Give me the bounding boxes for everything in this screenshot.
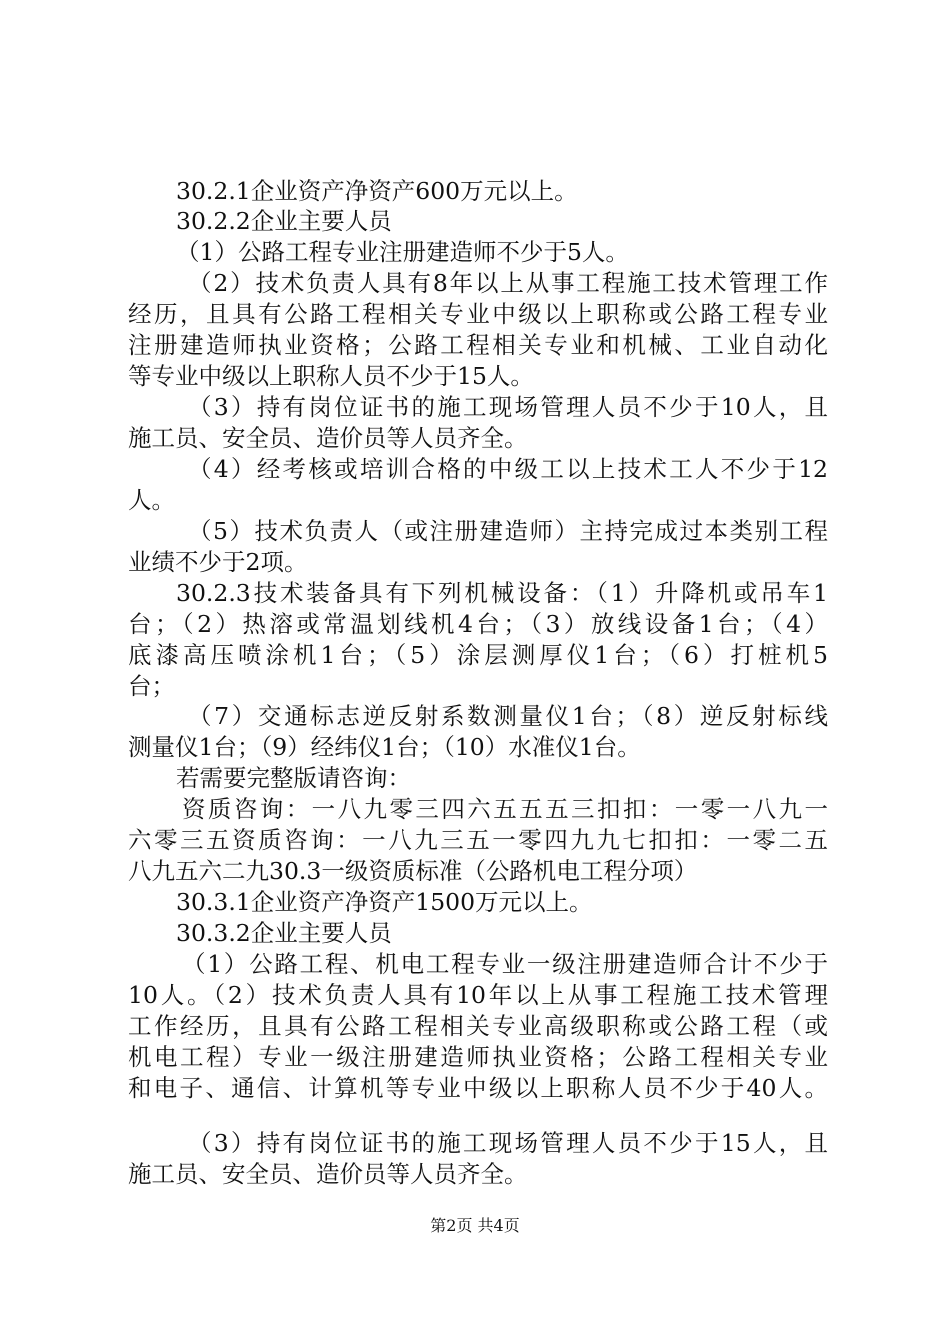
text-line: 业绩不少于2项。 xyxy=(128,548,308,576)
text-line: 等专业中级以上职称人员不少于15人。 xyxy=(128,362,534,390)
text-line: 30.3.2企业主要人员 xyxy=(176,919,392,947)
text-line: （1）公路工程、机电工程专业一级注册建造师合计不少于 xyxy=(182,950,828,978)
text-line: 台； xyxy=(128,672,175,700)
text-line: 经历，且具有公路工程相关专业中级以上职称或公路工程专业 xyxy=(128,300,828,328)
text-line: 施工员、安全员、造价员等人员齐全。 xyxy=(128,424,528,452)
text-line: 机电工程）专业一级注册建造师执业资格；公路工程相关专业 xyxy=(128,1043,828,1071)
text-line: （3）持有岗位证书的施工现场管理人员不少于10人，且 xyxy=(188,393,828,421)
text-line: （1）公路工程专业注册建造师不少于5人。 xyxy=(176,238,629,266)
page-number-footer: 第2页 共4页 xyxy=(430,1216,520,1235)
text-line: （7）交通标志逆反射系数测量仪1台；（8）逆反射标线 xyxy=(188,702,828,730)
text-line: 10人。（2）技术负责人具有10年以上从事工程施工技术管理 xyxy=(128,981,828,1009)
text-line: 30.2.2企业主要人员 xyxy=(176,207,392,235)
text-line: （3）持有岗位证书的施工现场管理人员不少于15人，且 xyxy=(188,1129,828,1157)
text-line: 注册建造师执业资格；公路工程相关专业和机械、工业自动化 xyxy=(128,331,828,359)
text-line: 若需要完整版请咨询： xyxy=(176,764,411,792)
text-line: 人。 xyxy=(128,486,175,514)
text-line: 30.2.1企业资产净资产600万元以上。 xyxy=(176,177,578,205)
text-line: 施工员、安全员、造价员等人员齐全。 xyxy=(128,1160,528,1188)
text-line: 测量仪1台；（9）经纬仪1台；（10）水准仪1台。 xyxy=(128,733,641,761)
text-line: （2）技术负责人具有8年以上从事工程施工技术管理工作 xyxy=(188,269,828,297)
text-line: （5）技术负责人（或注册建造师）主持完成过本类别工程 xyxy=(188,517,828,545)
text-line: 台；（2）热溶或常温划线机4台；（3）放线设备1台；（4） xyxy=(128,610,828,638)
text-line: 底漆高压喷涂机1台；（5）涂层测厚仪1台；（6）打桩机5 xyxy=(128,641,828,669)
text-line: （4）经考核或培训合格的中级工以上技术工人不少于12 xyxy=(188,455,828,483)
text-line: 和电子、通信、计算机等专业中级以上职称人员不少于40人。 xyxy=(128,1074,828,1102)
text-line: 30.2.3技术装备具有下列机械设备：（1）升降机或吊车1 xyxy=(176,579,828,607)
text-line: 30.3.1企业资产净资产1500万元以上。 xyxy=(176,888,593,916)
text-line: 资质咨询：一八九零三四六五五五三扣扣：一零一八九一 xyxy=(182,795,828,823)
text-line: 六零三五资质咨询：一八九三五一零四九九七扣扣：一零二五 xyxy=(128,826,828,854)
text-line: 工作经历，且具有公路工程相关专业高级职称或公路工程（或 xyxy=(128,1012,828,1040)
text-line: 八九五六二九30.3一级资质标准（公路机电工程分项） xyxy=(128,857,698,885)
